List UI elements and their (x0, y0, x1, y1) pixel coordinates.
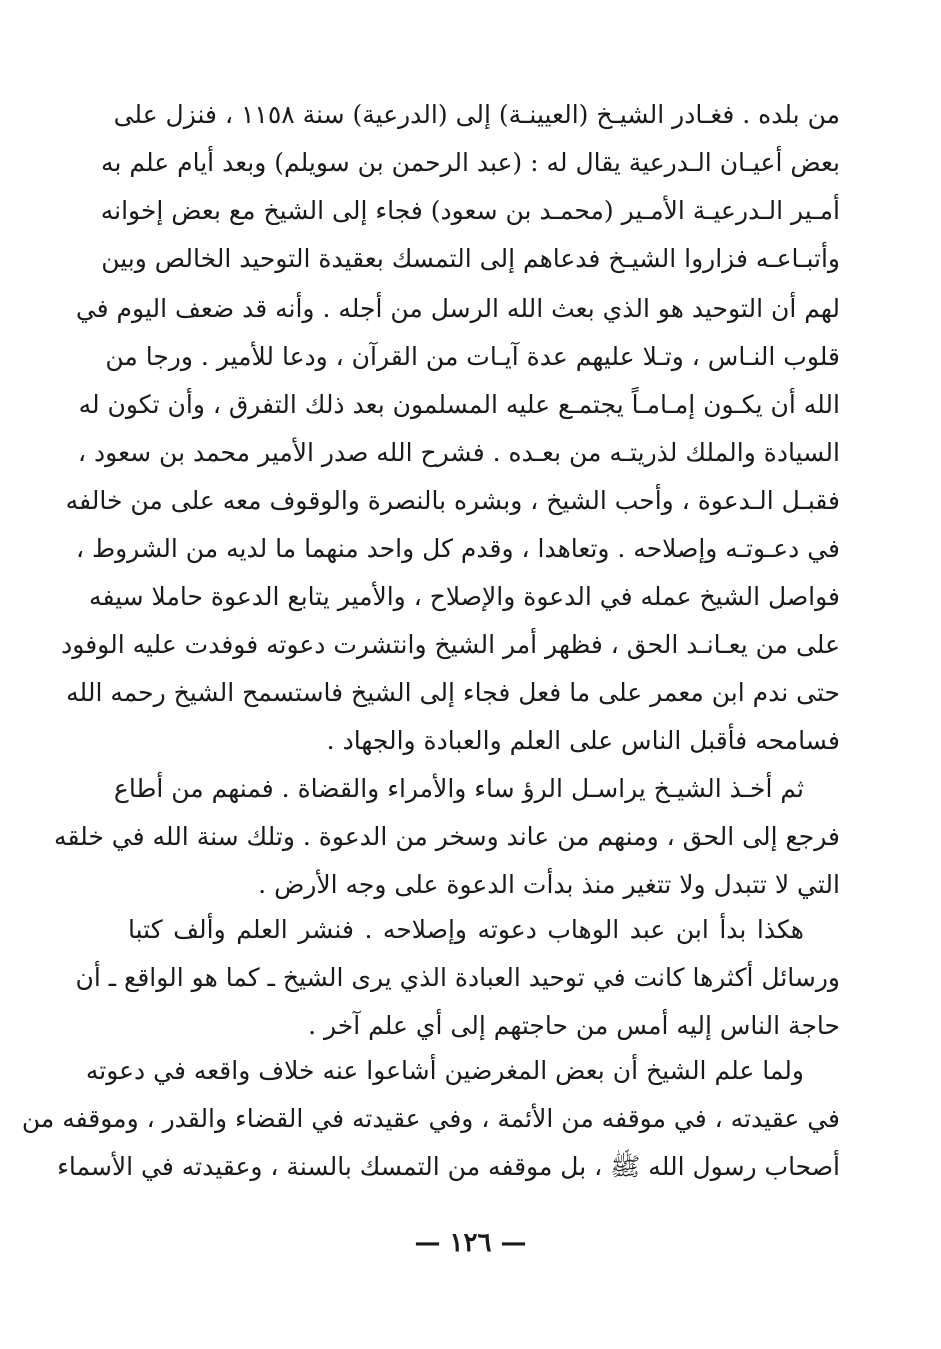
text-line: ثم أخـذ الشيـخ يراسـل الرؤ ساء والأمراء والقضاة . فمنهم من أطاع (113, 774, 804, 803)
text-line: وأتبـاعـه فزاروا الشيـخ فدعاهم إلى التمسك بعقيدة التوحيد الخالص وبين (101, 244, 840, 273)
page-number: — ١٢٦ — (414, 1228, 527, 1258)
text-line: الله أن يكـون إمـامـاً يجتمـع عليه المسلمون بعد ذلك التفرق ، وأن تكون له (78, 390, 840, 419)
text-line: أصحاب رسول الله ﷺ ، بل موقفه من التمسك بالسنة ، وعقيدته في الأسماء (57, 1152, 840, 1181)
text-line: في عقيدته ، في موقفه من الأئمة ، وفي عقيدته في القضاء والقدر ، وموقفه من (21, 1104, 840, 1133)
text-line: لهم أن التوحيد هو الذي بعث الله الرسل من أجله . وأنه قد ضعف اليوم في (75, 294, 840, 323)
text-line: على من يعـانـد الحق ، فظهر أمر الشيخ وانتشرت دعوته فوفدت عليه الوفود (61, 630, 840, 659)
text-line: هكذا بدأ ابن عبد الوهاب دعوته وإصلاحه . فنشر العلم وألف كتبا (128, 915, 804, 944)
text-line: في دعـوتـه وإصلاحه . وتعاهدا ، وقدم كل واحد منهما ما لديه من الشروط ، (75, 534, 840, 563)
text-line: قلوب النـاس ، وتـلا عليهم عدة آيـات من القرآن ، ودعا للأمير . ورجا من (105, 342, 840, 371)
text-line: حاجة الناس إليه أمس من حاجتهم إلى أي علم آخر . (308, 1011, 840, 1040)
text-line: فقبـل الـدعوة ، وأحب الشيخ ، وبشره بالنصرة والوقوف معه على من خالفه (65, 486, 840, 515)
text-line: ولما علم الشيخ أن بعض المغرضين أشاعوا عنه خلاف واقعه في دعوته (85, 1056, 804, 1085)
text-line: من بلده . فغـادر الشيـخ (العيينـة) إلى (الدرعية) سنة ١١٥٨ ، فنزل على (113, 100, 840, 129)
text-line: حتى ندم ابن معمر على ما فعل فجاء إلى الشيخ فاستسمح الشيخ رحمه الله (66, 678, 840, 707)
paragraph-5 (21, 1047, 840, 1191)
paragraph-4 (75, 906, 840, 1050)
paragraph-1 (100, 91, 840, 283)
text-line: بعض أعيـان الـدرعية يقال له : (عبد الرحمن بن سويلم) وبعد أيام علم به (101, 148, 840, 177)
paragraph-2 (61, 285, 840, 765)
text-line: السيادة والملك لذريتـه من بعـده . فشرح الله صدر الأمير محمد بن سعود ، (78, 438, 840, 467)
text-line: فرجع إلى الحق ، ومنهم من عاند وسخر من الدعوة . وتلك سنة الله في خلقه (54, 822, 840, 851)
text-line: أمـير الـدرعيـة الأمـير (محمـد بن سعود) فجاء إلى الشيخ مع بعض إخوانه (100, 196, 840, 225)
text-line: فواصل الشيخ عمله في الدعوة والإصلاح ، والأمير يتابع الدعوة حاملا سيفه (89, 582, 840, 611)
text-line: فسامحه فأقبل الناس على العلم والعبادة والجهاد . (326, 726, 840, 755)
text-line: ورسائل أكثرها كانت في توحيد العبادة الذي يرى الشيخ ـ كما هو الواقع ـ أن (75, 963, 840, 992)
text-line: التي لا تتبدل ولا تتغير منذ بدأت الدعوة على وجه الأرض . (258, 870, 840, 899)
paragraph-3 (54, 765, 840, 909)
